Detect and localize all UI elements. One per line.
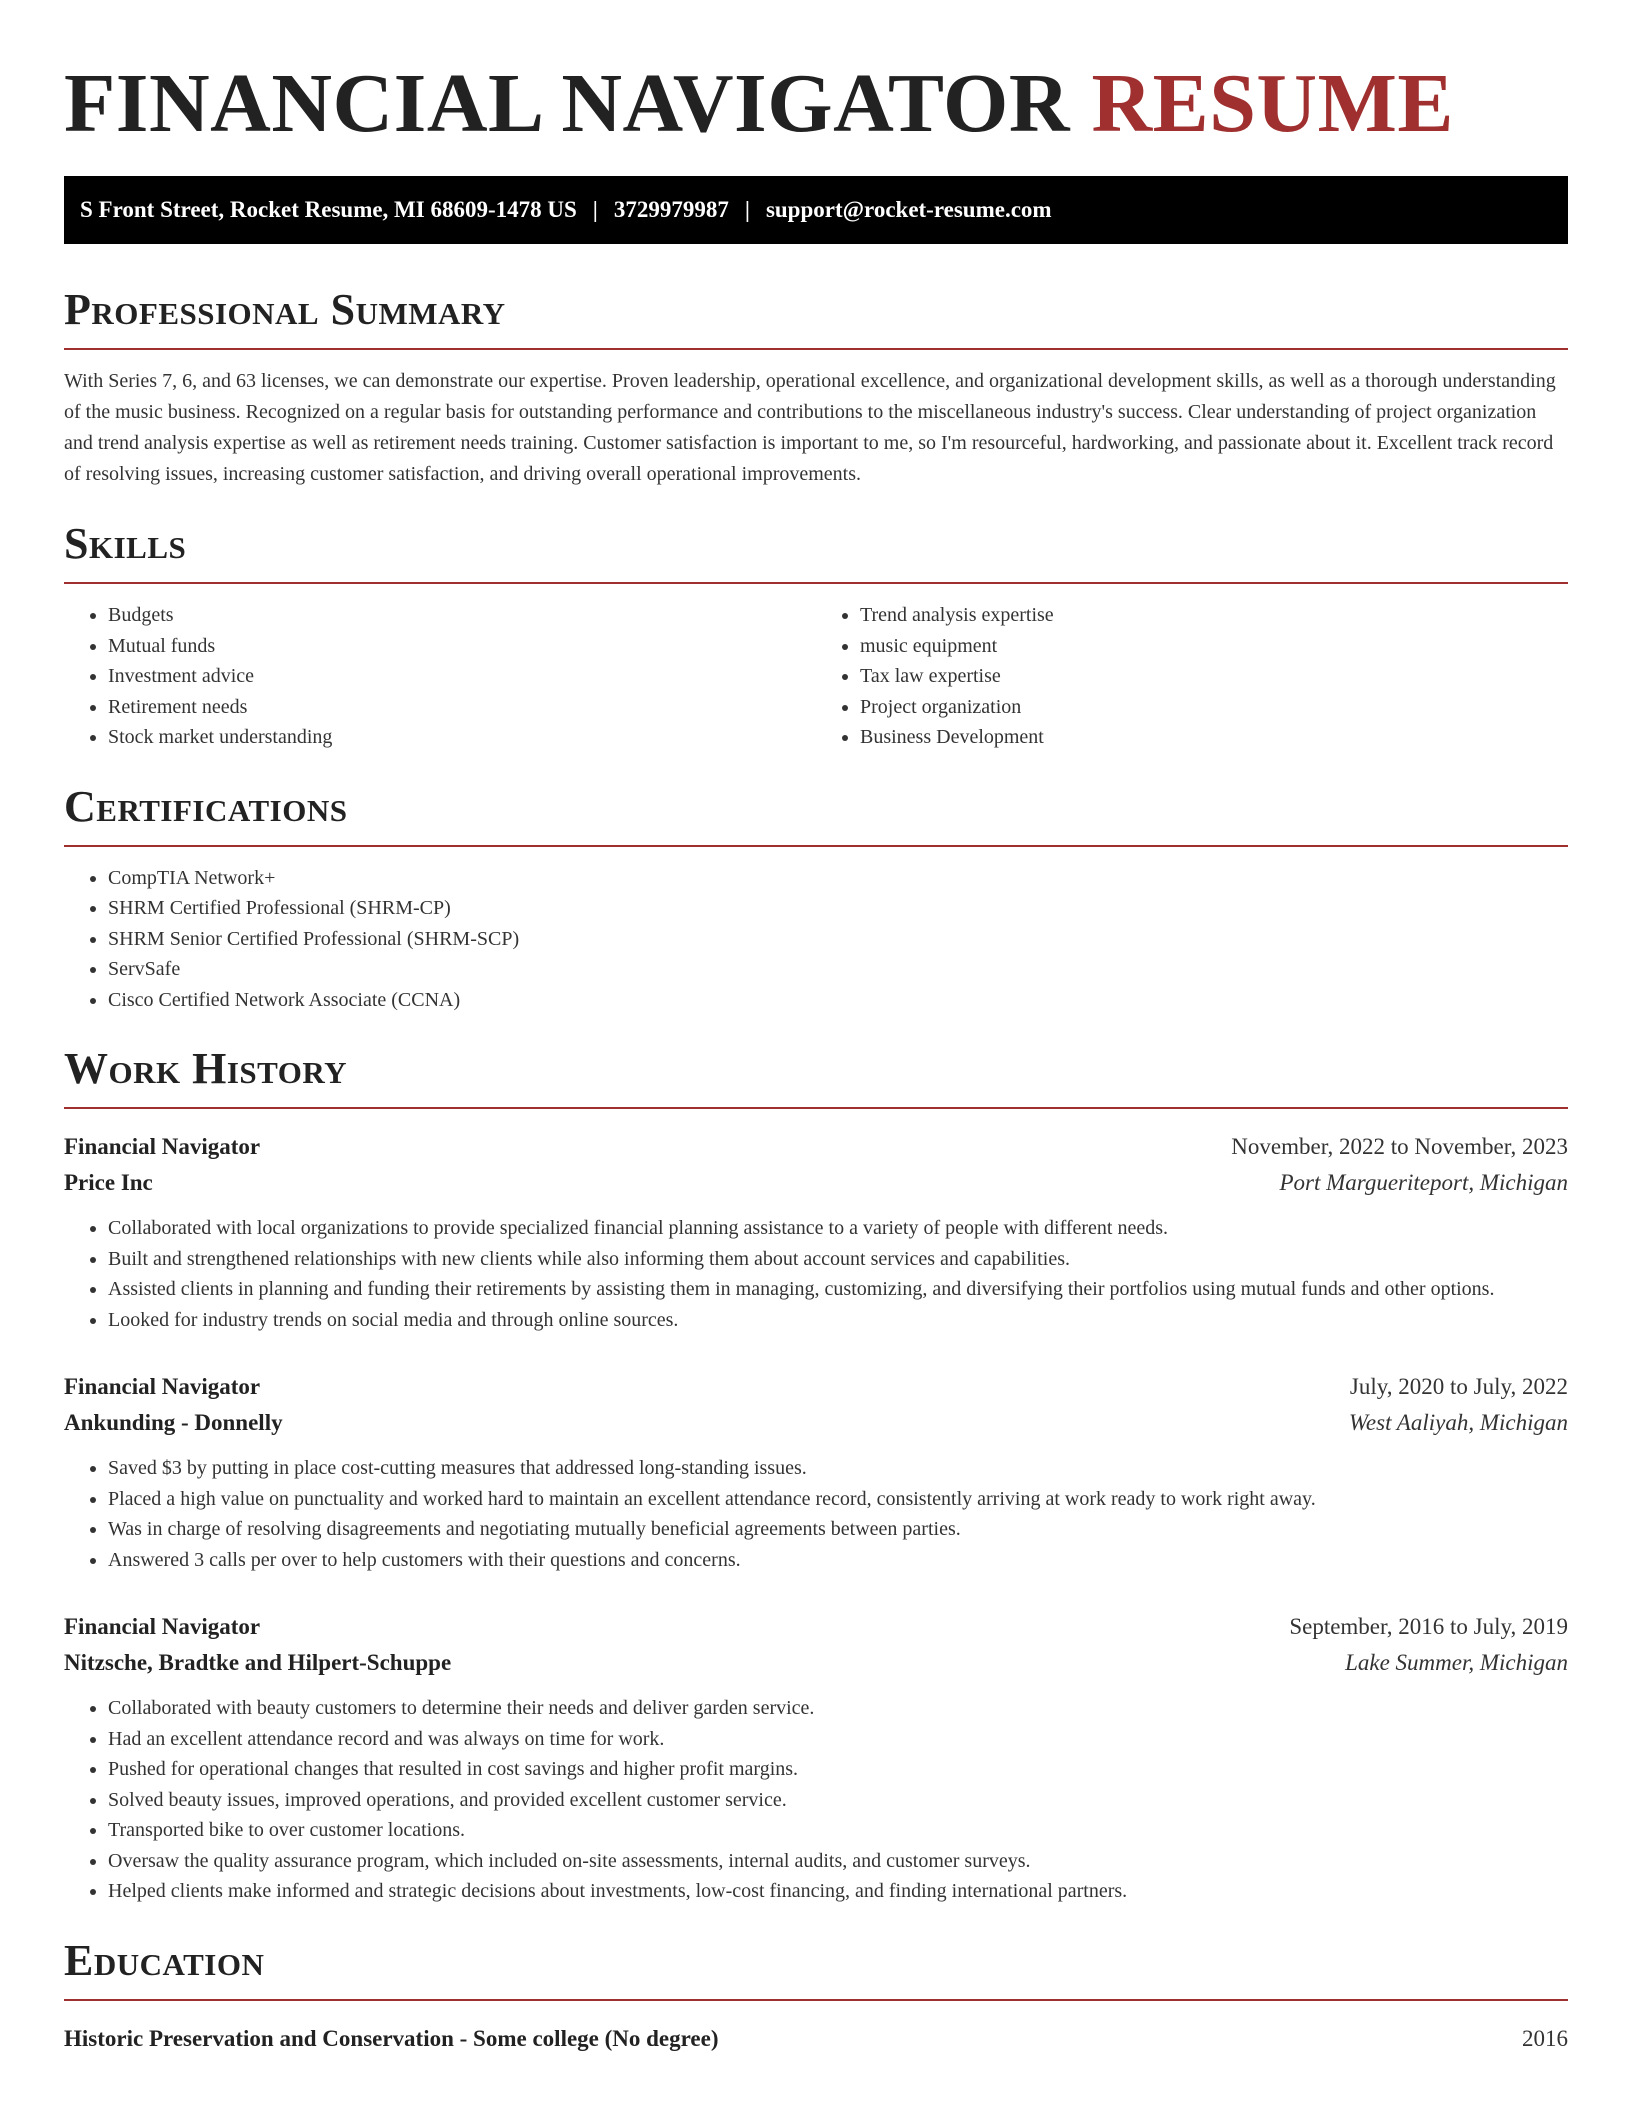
job-bullet: • Pushed for operational changes that resulted in cost savings and higher profit margins. (108, 1754, 1568, 1785)
skill-item: • Tax law expertise (860, 661, 1568, 692)
job-bullet: • Was in charge of resolving disagreements and negotiating mutually beneficial agreements between parties. (108, 1514, 1568, 1545)
contact-bar (64, 176, 1568, 244)
job-bullet: • Oversaw the quality assurance program, which included on-site assessments, internal audits, and customer surveys. (108, 1846, 1568, 1877)
resume-title (64, 0, 1568, 152)
certification-item: • SHRM Certified Professional (SHRM-CP) (108, 893, 1568, 924)
summary-heading: Professional Summary (64, 284, 1568, 350)
skills-section (64, 518, 1568, 753)
job-dates: November, 2022 to November, 2023 (1231, 1134, 1568, 1159)
job-entry (64, 1369, 1568, 1575)
job-entry (64, 1129, 1568, 1335)
job-bullets (64, 1693, 1568, 1907)
summary-section (64, 284, 1568, 490)
education-row (64, 2021, 1568, 2057)
work-history-section (64, 1043, 1568, 1907)
education-heading: Education (64, 1935, 1568, 2001)
job-title: Financial Navigator (64, 1134, 261, 1159)
job-bullet: • Collaborated with beauty customers to determine their needs and deliver garden service. (108, 1693, 1568, 1724)
job-title-row (64, 1129, 1568, 1165)
title-accent: RESUME (1091, 57, 1454, 150)
skill-item: • Investment advice (108, 661, 816, 692)
job-title-row (64, 1609, 1568, 1645)
job-title-row (64, 1369, 1568, 1405)
certifications-list (64, 863, 1568, 1016)
job-bullet: • Collaborated with local organizations to provide specialized financial planning assistance to a variety of people with different needs. (108, 1213, 1568, 1244)
job-bullet: • Answered 3 calls per over to help customers with their questions and concerns. (108, 1545, 1568, 1576)
skills-list-left (64, 600, 816, 753)
certification-item: • SHRM Senior Certified Professional (SHRM-SCP) (108, 924, 1568, 955)
job-bullet: • Looked for industry trends on social media and through online sources. (108, 1305, 1568, 1336)
job-bullet: • Assisted clients in planning and funding their retirements by assisting them in managing, customizing, and diversifying their portfolios using mutual funds and other options. (108, 1274, 1568, 1305)
job-company: Ankunding - Donnelly (64, 1410, 283, 1435)
skill-item: • Stock market understanding (108, 722, 816, 753)
skill-item: • Retirement needs (108, 692, 816, 723)
skill-item: • Trend analysis expertise (860, 600, 1568, 631)
skill-item: • Mutual funds (108, 631, 816, 662)
job-bullet: • Solved beauty issues, improved operations, and provided excellent customer service. (108, 1785, 1568, 1816)
contact-address: S Front Street, Rocket Resume, MI 68609-1478 US (80, 197, 577, 222)
job-bullet: • Placed a high value on punctuality and worked hard to maintain an excellent attendance record, consistently arriving at work ready to work right away. (108, 1484, 1568, 1515)
skill-item: • Budgets (108, 600, 816, 631)
education-year: 2016 (1522, 2025, 1568, 2051)
job-bullets (64, 1213, 1568, 1335)
skills-heading: Skills (64, 518, 1568, 584)
job-location: Port Margueriteport, Michigan (1279, 1170, 1568, 1195)
certifications-section (64, 781, 1568, 1016)
job-bullet: • Helped clients make informed and strategic decisions about investments, low-cost financing, and finding international partners. (108, 1876, 1568, 1907)
summary-text: With Series 7, 6, and 63 licenses, we can demonstrate our expertise. Proven leadership, operational excellence, and organizational development skills, as well as a thorough understanding of the music business. Recognized on a regular basis for outstanding performance and contributions to the miscellaneous industry's success. Clear understanding of project organization and trend analysis expertise as well as retirement needs training. Customer satisfaction is important to me, so I'm resourceful, hardworking, and passionate about it. Excellent track record of resolving issues, increasing customer satisfaction, and driving overall operational improvements. (64, 370, 1556, 485)
certification-item: • ServSafe (108, 954, 1568, 985)
certification-item: • CompTIA Network+ (108, 863, 1568, 894)
job-company-row (64, 1645, 1568, 1681)
skills-grid (64, 584, 1568, 753)
job-bullets (64, 1453, 1568, 1575)
job-location: West Aaliyah, Michigan (1348, 1410, 1568, 1435)
job-title: Financial Navigator (64, 1614, 261, 1639)
job-company: Price Inc (64, 1170, 153, 1195)
certifications-heading: Certifications (64, 781, 1568, 847)
job-company-row (64, 1165, 1568, 1201)
resume-page (64, 0, 1568, 2057)
certification-item: • Cisco Certified Network Associate (CCNA) (108, 985, 1568, 1016)
job-location: Lake Summer, Michigan (1345, 1650, 1568, 1675)
education-degree: Historic Preservation and Conservation - Some college (No degree) (64, 2025, 719, 2051)
job-dates: July, 2020 to July, 2022 (1349, 1374, 1568, 1399)
job-bullet: • Transported bike to over customer locations. (108, 1815, 1568, 1846)
education-section (64, 1935, 1568, 2057)
contact-separator: | (592, 197, 598, 222)
job-title: Financial Navigator (64, 1374, 261, 1399)
job-entry (64, 1609, 1568, 1907)
contact-phone: 3729979987 (613, 197, 729, 222)
work-history-heading: Work History (64, 1043, 1568, 1109)
job-dates: September, 2016 to July, 2019 (1289, 1614, 1568, 1639)
education-entry (64, 2021, 1568, 2057)
skill-item: • Business Development (860, 722, 1568, 753)
job-company-row (64, 1405, 1568, 1441)
contact-email[interactable]: support@rocket-resume.com (765, 197, 1052, 222)
job-bullet: • Had an excellent attendance record and was always on time for work. (108, 1724, 1568, 1755)
job-bullet: • Saved $3 by putting in place cost-cutting measures that addressed long-standing issues. (108, 1453, 1568, 1484)
skill-item: • Project organization (860, 692, 1568, 723)
skills-list-right (816, 600, 1568, 753)
job-company: Nitzsche, Bradtke and Hilpert-Schuppe (64, 1650, 452, 1675)
job-bullet: • Built and strengthened relationships with new clients while also informing them about account services and capabilities. (108, 1244, 1568, 1275)
skill-item: • music equipment (860, 631, 1568, 662)
contact-separator: | (744, 197, 750, 222)
title-main: FINANCIAL NAVIGATOR (64, 57, 1071, 150)
